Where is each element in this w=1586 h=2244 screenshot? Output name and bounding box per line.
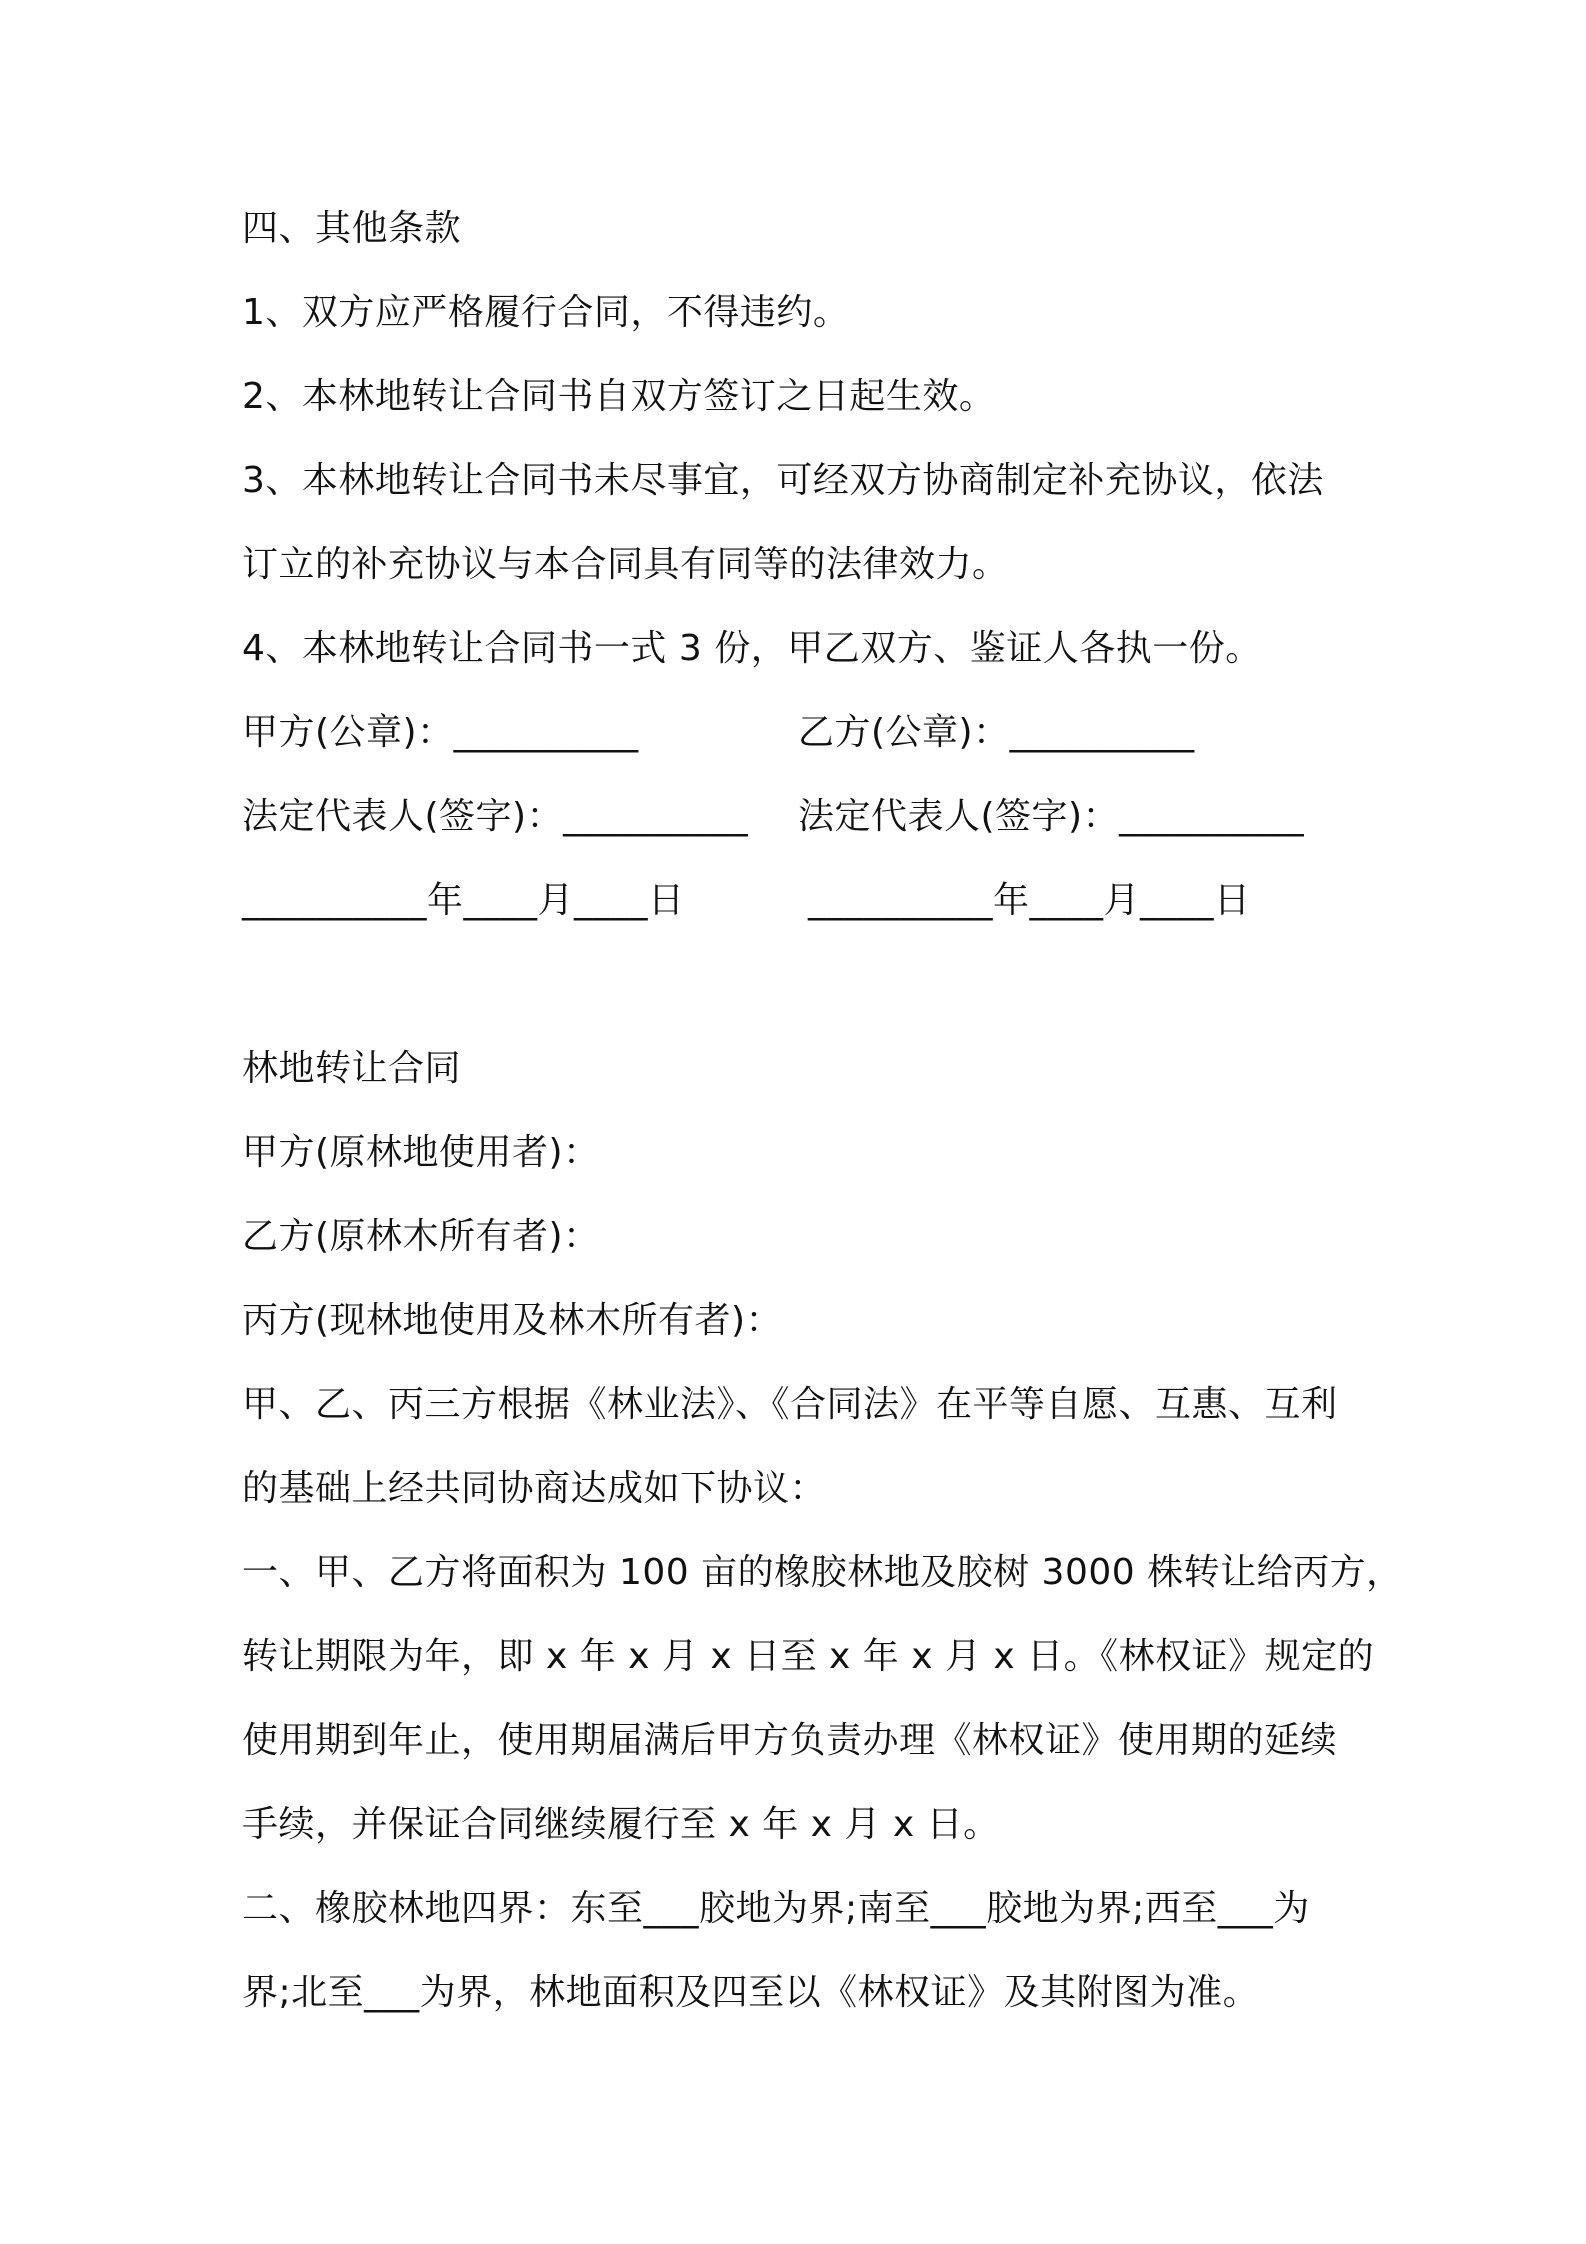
clause-3-line-1: 3、本林地转让合同书未尽事宜，可经双方协商制定补充协议，依法	[242, 460, 1324, 501]
article-1-line-3: 使用期到年止，使用期届满后甲方负责办理《林权证》使用期的延续	[242, 1720, 1338, 1761]
contract-title: 林地转让合同	[242, 1048, 462, 1089]
article-1-line-1: 一、甲、乙方将面积为 100 亩的橡胶林地及胶树 3000 株转让给丙方，	[242, 1552, 1403, 1593]
article-2-line-2: 界;北至___为界，林地面积及四至以《林权证》及其附图为准。	[242, 1972, 1260, 2013]
party-c-label: 丙方(现林地使用及林木所有者)：	[242, 1300, 783, 1341]
party-b-date: __________年____月____日	[808, 880, 1251, 921]
clause-2: 2、本林地转让合同书自双方签订之日起生效。	[242, 376, 996, 417]
party-b-legal-rep: 法定代表人(签字)：__________	[798, 796, 1305, 837]
party-a-label: 甲方(原林地使用者)：	[242, 1132, 600, 1173]
party-a-legal-rep: 法定代表人(签字)：__________	[242, 796, 749, 837]
article-1-line-4: 手续，并保证合同继续履行至 x 年 x 月 x 日。	[242, 1804, 1000, 1845]
article-2-line-1: 二、橡胶林地四界：东至___胶地为界;南至___胶地为界;西至___为	[242, 1888, 1310, 1929]
clause-1: 1、双方应严格履行合同，不得违约。	[242, 292, 850, 333]
article-1-line-2: 转让期限为年，即 x 年 x 月 x 日至 x 年 x 月 x 日。《林权证》规定的	[242, 1636, 1375, 1677]
party-a-date: __________年____月____日	[242, 880, 685, 921]
preamble-line-2: 的基础上经共同协商达成如下协议：	[242, 1468, 827, 1509]
preamble-line-1: 甲、乙、丙三方根据《林业法》、《合同法》在平等自愿、互惠、互利	[242, 1384, 1338, 1425]
section-heading-other-terms: 四、其他条款	[242, 208, 462, 249]
party-a-seal: 甲方(公章)：__________	[242, 712, 639, 753]
party-b-seal: 乙方(公章)：__________	[798, 712, 1195, 753]
clause-4: 4、本林地转让合同书一式 3 份，甲乙双方、鉴证人各执一份。	[242, 628, 1262, 669]
party-b-label: 乙方(原林木所有者)：	[242, 1216, 600, 1257]
clause-3-line-2: 订立的补充协议与本合同具有同等的法律效力。	[242, 544, 1009, 585]
